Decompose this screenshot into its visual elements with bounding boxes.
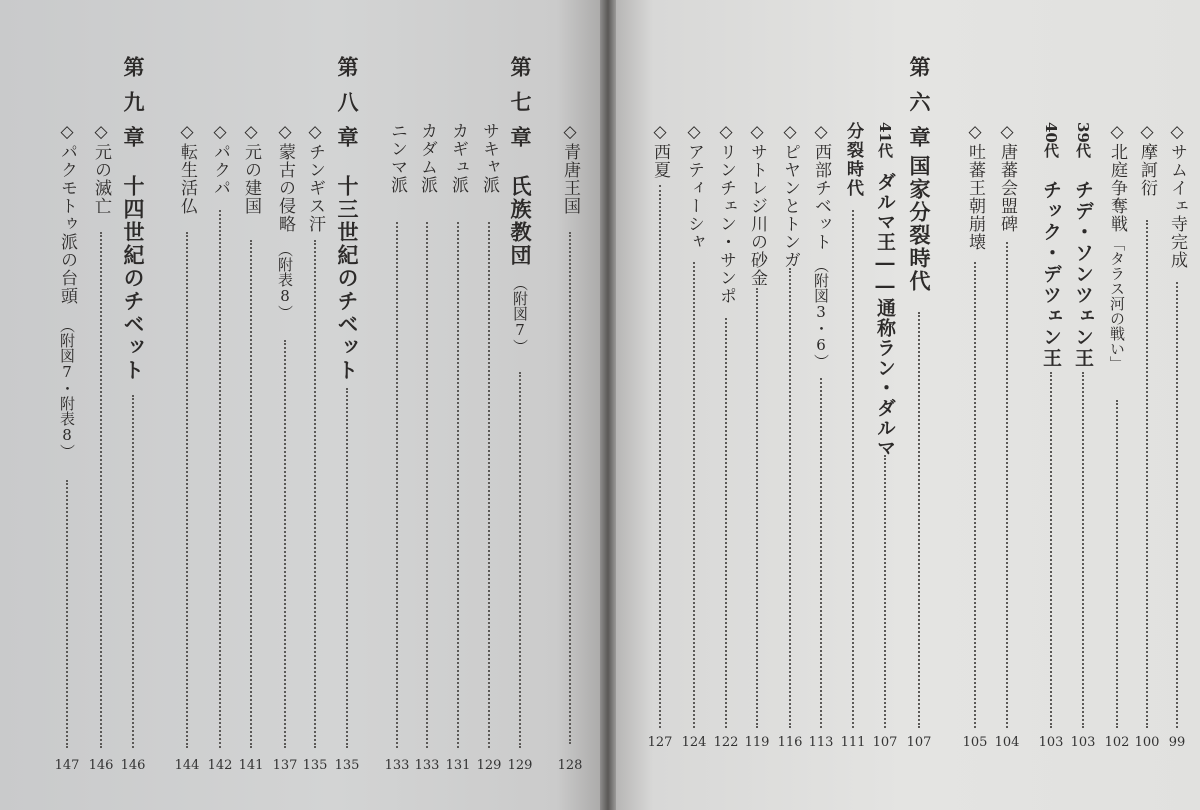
toc-entry-kadam xyxy=(412,0,442,810)
chapter-number: 第七章 xyxy=(508,56,533,161)
toc-entry-title: カギュ派 xyxy=(448,122,468,194)
dot-leader xyxy=(1176,282,1178,728)
chapter-title: 国家分裂時代 xyxy=(907,155,932,293)
chapter-title: 氏族教団 xyxy=(508,175,533,267)
page-number: 111 xyxy=(840,735,866,750)
toc-entry-western-tibet xyxy=(806,0,836,810)
dot-leader xyxy=(346,388,348,748)
dot-leader xyxy=(488,222,490,748)
dot-leader xyxy=(884,455,886,728)
page-number: 129 xyxy=(476,758,502,773)
page-number: 119 xyxy=(744,735,770,750)
toc-entry-treaty-pillar xyxy=(992,0,1022,810)
page-number: 104 xyxy=(994,735,1020,750)
toc-entry-title: ◇元の滅亡 xyxy=(91,122,111,215)
toc-entry-rinchen-zangpo xyxy=(711,0,741,810)
chapter-heading-7 xyxy=(505,0,535,810)
chapter-note: （附図7） xyxy=(511,276,529,354)
toc-entry-yuan-founding xyxy=(236,0,266,810)
toc-entry-title: サキャ派 xyxy=(479,122,499,194)
dot-leader xyxy=(974,262,976,728)
toc-entry-king-39 xyxy=(1068,0,1098,810)
chapter-number: 第八章 xyxy=(335,56,360,161)
toc-entry-title: ◇西部チベット xyxy=(811,122,831,251)
dot-leader xyxy=(725,318,727,728)
toc-entry-title: ◇北庭争奪戦 xyxy=(1107,122,1127,233)
page-number: 102 xyxy=(1104,735,1130,750)
chapter-number: 第九章 xyxy=(121,56,146,161)
dot-leader xyxy=(314,240,316,748)
chapter-heading-8 xyxy=(332,0,362,810)
toc-entry-title: ◇サムイェ寺完成 xyxy=(1167,122,1187,269)
king-name: チック・デツェン王 xyxy=(1040,180,1062,369)
toc-entry-title: ◇ピヤンとトンガ xyxy=(780,122,800,269)
toc-entry-title: ◇元の建国 xyxy=(241,122,261,215)
dot-leader xyxy=(789,268,791,728)
page-number: 133 xyxy=(414,758,440,773)
toc-entry-title: ◇サトレジ川の砂金 xyxy=(747,122,767,287)
page-number: 99 xyxy=(1168,735,1186,750)
toc-entry-king-41 xyxy=(870,0,900,810)
dot-leader xyxy=(820,378,822,728)
king-number: 40代 xyxy=(1042,122,1060,158)
toc-entry-mahayana xyxy=(1132,0,1162,810)
chapter-heading-6 xyxy=(904,0,934,810)
page-number: 129 xyxy=(507,758,533,773)
chapter-title: 十三世紀のチベット xyxy=(335,175,360,382)
toc-entry-sutlej-gold xyxy=(742,0,772,810)
page-number: 100 xyxy=(1134,735,1160,750)
toc-entry-title: ◇パクモトゥ派の台頭 xyxy=(57,122,77,305)
toc-entry-aotang xyxy=(555,0,585,810)
dot-leader xyxy=(457,222,459,748)
king-number: 39代 xyxy=(1074,122,1092,158)
page-number: 124 xyxy=(681,735,707,750)
dot-leader xyxy=(186,232,188,748)
chapter-heading-9 xyxy=(118,0,148,810)
page-number: 103 xyxy=(1038,735,1064,750)
page-number: 113 xyxy=(808,735,834,750)
dot-leader xyxy=(1116,400,1118,728)
page-number: 116 xyxy=(777,735,803,750)
page-number: 133 xyxy=(384,758,410,773)
toc-entry-mongol-invasion xyxy=(270,0,300,810)
dot-leader xyxy=(852,210,854,728)
page-number: 128 xyxy=(557,758,583,773)
dot-leader xyxy=(250,240,252,748)
page-number: 144 xyxy=(174,758,200,773)
toc-entry-phagpa xyxy=(205,0,235,810)
page-number: 146 xyxy=(88,758,114,773)
page-number: 131 xyxy=(445,758,471,773)
page-number: 135 xyxy=(302,758,328,773)
toc-entry-title: ◇パクパ xyxy=(210,122,230,197)
page-number: 142 xyxy=(207,758,233,773)
toc-entry-samye xyxy=(1162,0,1192,810)
toc-entry-piyang-tonga xyxy=(775,0,805,810)
book-gutter xyxy=(600,0,616,810)
dot-leader xyxy=(132,395,134,748)
page-number: 122 xyxy=(713,735,739,750)
dot-leader xyxy=(1082,372,1084,728)
king-number: 41代 xyxy=(876,122,894,158)
dot-leader xyxy=(66,480,68,748)
toc-entry-genghis xyxy=(300,0,330,810)
dot-leader xyxy=(756,288,758,728)
toc-section-division-era xyxy=(838,0,868,810)
dot-leader xyxy=(1050,372,1052,728)
toc-entry-note: （附図3・6） xyxy=(812,258,830,369)
dot-leader xyxy=(569,232,571,744)
toc-entry-title: カダム派 xyxy=(417,122,437,194)
dot-leader xyxy=(1146,220,1148,728)
toc-entry-atisha xyxy=(679,0,709,810)
page-number: 135 xyxy=(334,758,360,773)
toc-entry-title: ◇リンチェン・サンポ xyxy=(716,122,736,305)
king-name: ダルマ王――通称ラン・ダルマ xyxy=(874,172,896,458)
toc-entry-tubo-collapse xyxy=(960,0,990,810)
dot-leader xyxy=(519,372,521,748)
dot-leader xyxy=(396,222,398,748)
toc-entry-note: （附表8） xyxy=(276,242,294,320)
toc-entry-sakya xyxy=(474,0,504,810)
toc-entry-title: ◇転生活仏 xyxy=(177,122,197,215)
dot-leader xyxy=(100,232,102,748)
page-number: 103 xyxy=(1070,735,1096,750)
page-number: 105 xyxy=(962,735,988,750)
page-number: 107 xyxy=(906,735,932,750)
toc-entry-title: ◇青唐王国 xyxy=(560,122,580,215)
toc-entry-nyingma xyxy=(382,0,412,810)
dot-leader xyxy=(284,340,286,748)
dot-leader xyxy=(659,185,661,728)
toc-entry-title: ◇アティーシャ xyxy=(684,122,704,251)
toc-entry-title: ◇吐蕃王朝崩壊 xyxy=(965,122,985,251)
dot-leader xyxy=(1006,242,1008,728)
toc-entry-king-40 xyxy=(1036,0,1066,810)
king-name: チデ・ソンツェン王 xyxy=(1072,180,1094,369)
toc-entry-title: ◇チンギス汗 xyxy=(305,122,325,233)
dot-leader xyxy=(693,262,695,728)
toc-entry-note: （附図7・附表8） xyxy=(58,318,76,459)
toc-entry-title: ◇摩訶衍 xyxy=(1137,122,1157,197)
section-title: 分裂時代 xyxy=(843,122,863,198)
page-number: 127 xyxy=(647,735,673,750)
page-number: 107 xyxy=(872,735,898,750)
toc-entry-beiting xyxy=(1102,0,1132,810)
toc-entry-tulku xyxy=(172,0,202,810)
dot-leader xyxy=(918,312,920,728)
toc-entry-note: 「タラス河の戦い」 xyxy=(1108,236,1126,371)
page-number: 141 xyxy=(238,758,264,773)
page-number: 137 xyxy=(272,758,298,773)
page-number: 146 xyxy=(120,758,146,773)
toc-entry-western-xia xyxy=(645,0,675,810)
toc-entry-title: ニンマ派 xyxy=(387,122,407,194)
dot-leader xyxy=(426,222,428,748)
page-number: 147 xyxy=(54,758,80,773)
toc-entry-phagmodru xyxy=(52,0,82,810)
toc-entry-yuan-fall xyxy=(86,0,116,810)
toc-entry-kagyu xyxy=(443,0,473,810)
toc-entry-title: ◇唐蕃会盟碑 xyxy=(997,122,1017,233)
toc-entry-title: ◇西夏 xyxy=(650,122,670,179)
chapter-title: 十四世紀のチベット xyxy=(121,175,146,382)
dot-leader xyxy=(219,210,221,748)
chapter-number: 第六章 xyxy=(907,56,932,161)
toc-entry-title: ◇蒙古の侵略 xyxy=(275,122,295,233)
